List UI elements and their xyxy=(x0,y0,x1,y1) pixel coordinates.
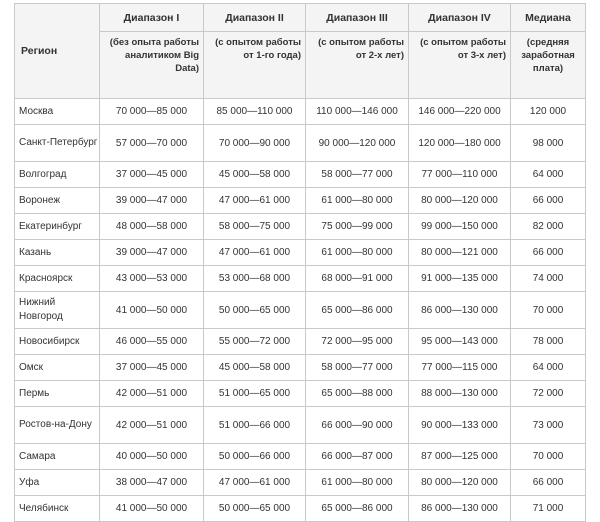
cell-median: 66 000 xyxy=(511,470,586,496)
cell-median: 64 000 xyxy=(511,162,586,188)
cell-range-1: 42 000—51 000 xyxy=(100,407,204,444)
cell-range-2: 85 000—110 000 xyxy=(204,99,306,125)
cell-range-3: 65 000—86 000 xyxy=(306,496,409,522)
table-row xyxy=(15,444,586,470)
table-row xyxy=(15,125,586,162)
cell-range-2: 53 000—68 000 xyxy=(204,266,306,292)
table-row xyxy=(15,214,586,240)
cell-region: Уфа xyxy=(15,470,100,496)
cell-range-3: 58 000—77 000 xyxy=(306,162,409,188)
cell-range-3: 110 000—146 000 xyxy=(306,99,409,125)
cell-range-4: 77 000—115 000 xyxy=(409,355,511,381)
header-range-2: Диапазон II xyxy=(204,4,306,32)
header-note-4: (с опытом работы от 3-х лет) xyxy=(409,32,511,99)
table-header xyxy=(15,4,586,99)
table-row xyxy=(15,162,586,188)
header-note-2: (с опытом работы от 1-го года) xyxy=(204,32,306,99)
table-row xyxy=(15,266,586,292)
table-row xyxy=(15,355,586,381)
cell-region: Новосибирск xyxy=(15,329,100,355)
cell-region: Санкт-Петербург xyxy=(15,125,100,162)
table-row xyxy=(15,470,586,496)
cell-range-3: 61 000—80 000 xyxy=(306,240,409,266)
header-note-median: (средняя заработная плата) xyxy=(511,32,586,99)
header-range-3: Диапазон III xyxy=(306,4,409,32)
cell-range-3: 61 000—80 000 xyxy=(306,188,409,214)
header-range-4: Диапазон IV xyxy=(409,4,511,32)
cell-range-1: 37 000—45 000 xyxy=(100,355,204,381)
table-row xyxy=(15,99,586,125)
cell-range-4: 88 000—130 000 xyxy=(409,381,511,407)
cell-median: 70 000 xyxy=(511,292,586,329)
cell-range-4: 86 000—130 000 xyxy=(409,496,511,522)
cell-range-1: 57 000—70 000 xyxy=(100,125,204,162)
header-range-1: Диапазон I xyxy=(100,4,204,32)
cell-median: 66 000 xyxy=(511,188,586,214)
cell-range-3: 65 000—88 000 xyxy=(306,381,409,407)
table-row xyxy=(15,381,586,407)
cell-range-1: 41 000—50 000 xyxy=(100,496,204,522)
cell-range-1: 43 000—53 000 xyxy=(100,266,204,292)
cell-range-2: 47 000—61 000 xyxy=(204,470,306,496)
cell-range-1: 46 000—55 000 xyxy=(100,329,204,355)
cell-range-2: 47 000—61 000 xyxy=(204,188,306,214)
cell-range-4: 91 000—135 000 xyxy=(409,266,511,292)
cell-range-3: 58 000—77 000 xyxy=(306,355,409,381)
cell-range-4: 99 000—150 000 xyxy=(409,214,511,240)
cell-range-4: 80 000—120 000 xyxy=(409,470,511,496)
header-notes-row xyxy=(15,32,586,99)
cell-range-2: 55 000—72 000 xyxy=(204,329,306,355)
cell-range-2: 45 000—58 000 xyxy=(204,162,306,188)
cell-range-1: 37 000—45 000 xyxy=(100,162,204,188)
table-row xyxy=(15,407,586,444)
cell-region: Казань xyxy=(15,240,100,266)
cell-median: 120 000 xyxy=(511,99,586,125)
header-row xyxy=(15,4,586,32)
cell-range-3: 65 000—86 000 xyxy=(306,292,409,329)
cell-region: Воронеж xyxy=(15,188,100,214)
cell-range-4: 86 000—130 000 xyxy=(409,292,511,329)
table-row xyxy=(15,188,586,214)
cell-median: 78 000 xyxy=(511,329,586,355)
cell-median: 73 000 xyxy=(511,407,586,444)
cell-range-2: 50 000—65 000 xyxy=(204,292,306,329)
table-row xyxy=(15,329,586,355)
cell-range-3: 72 000—95 000 xyxy=(306,329,409,355)
cell-region: Волгоград xyxy=(15,162,100,188)
cell-region: Пермь xyxy=(15,381,100,407)
cell-range-2: 58 000—75 000 xyxy=(204,214,306,240)
cell-range-2: 50 000—66 000 xyxy=(204,444,306,470)
cell-range-2: 50 000—65 000 xyxy=(204,496,306,522)
table-body xyxy=(15,99,586,522)
table-row xyxy=(15,496,586,522)
cell-range-2: 47 000—61 000 xyxy=(204,240,306,266)
header-note-3: (с опытом работы от 2-х лет) xyxy=(306,32,409,99)
cell-range-4: 77 000—110 000 xyxy=(409,162,511,188)
cell-range-1: 41 000—50 000 xyxy=(100,292,204,329)
cell-range-3: 68 000—91 000 xyxy=(306,266,409,292)
header-note-1: (без опыта работы аналитиком Big Data) xyxy=(100,32,204,99)
cell-region: Омск xyxy=(15,355,100,381)
cell-median: 82 000 xyxy=(511,214,586,240)
table-row xyxy=(15,292,586,329)
cell-median: 64 000 xyxy=(511,355,586,381)
cell-range-1: 48 000—58 000 xyxy=(100,214,204,240)
cell-median: 98 000 xyxy=(511,125,586,162)
cell-median: 72 000 xyxy=(511,381,586,407)
cell-range-1: 42 000—51 000 xyxy=(100,381,204,407)
cell-range-3: 66 000—90 000 xyxy=(306,407,409,444)
table-row xyxy=(15,240,586,266)
cell-range-2: 51 000—65 000 xyxy=(204,381,306,407)
cell-region: Екатеринбург xyxy=(15,214,100,240)
cell-region: Красноярск xyxy=(15,266,100,292)
cell-region: Челябинск xyxy=(15,496,100,522)
cell-range-4: 87 000—125 000 xyxy=(409,444,511,470)
cell-range-3: 61 000—80 000 xyxy=(306,470,409,496)
cell-range-4: 120 000—180 000 xyxy=(409,125,511,162)
cell-range-4: 80 000—121 000 xyxy=(409,240,511,266)
cell-range-3: 66 000—87 000 xyxy=(306,444,409,470)
cell-range-2: 51 000—66 000 xyxy=(204,407,306,444)
cell-median: 66 000 xyxy=(511,240,586,266)
cell-range-1: 39 000—47 000 xyxy=(100,240,204,266)
cell-median: 70 000 xyxy=(511,444,586,470)
cell-range-3: 90 000—120 000 xyxy=(306,125,409,162)
cell-region: Ростов-на-Дону xyxy=(15,407,100,444)
cell-range-2: 70 000—90 000 xyxy=(204,125,306,162)
cell-region: Нижний Новгород xyxy=(15,292,100,329)
cell-range-4: 95 000—143 000 xyxy=(409,329,511,355)
cell-median: 71 000 xyxy=(511,496,586,522)
header-region: Регион xyxy=(15,4,100,99)
cell-range-3: 75 000—99 000 xyxy=(306,214,409,240)
cell-range-1: 39 000—47 000 xyxy=(100,188,204,214)
cell-range-2: 45 000—58 000 xyxy=(204,355,306,381)
cell-median: 74 000 xyxy=(511,266,586,292)
cell-region: Москва xyxy=(15,99,100,125)
cell-range-4: 146 000—220 000 xyxy=(409,99,511,125)
cell-range-1: 70 000—85 000 xyxy=(100,99,204,125)
cell-range-1: 38 000—47 000 xyxy=(100,470,204,496)
salary-table xyxy=(14,3,586,522)
cell-region: Самара xyxy=(15,444,100,470)
header-median: Медиана xyxy=(511,4,586,32)
cell-range-4: 90 000—133 000 xyxy=(409,407,511,444)
cell-range-4: 80 000—120 000 xyxy=(409,188,511,214)
cell-range-1: 40 000—50 000 xyxy=(100,444,204,470)
